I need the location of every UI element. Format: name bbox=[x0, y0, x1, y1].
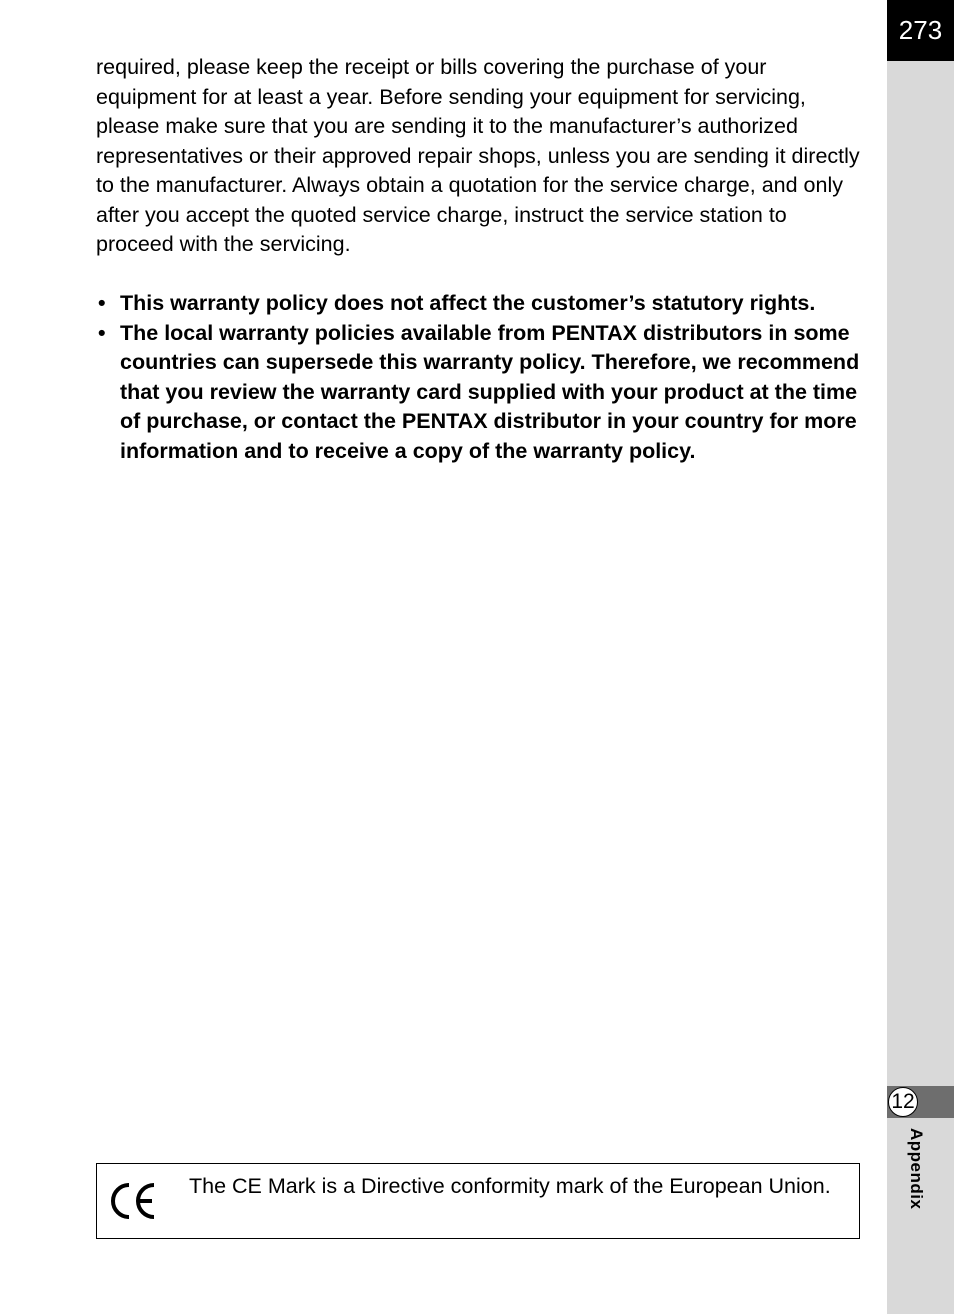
list-item bbox=[96, 319, 866, 467]
ce-notice-text: The CE Mark is a Directive conformity mark of the European Union. bbox=[189, 1174, 831, 1198]
note-text: The local warranty policies available from PENTAX distributors in some countries can supersede this warranty policy. Therefore, we recommend that you review the warranty card supplied with your product at the time of purchase, or contact the PENTAX distributor in your country for more information and to receive a copy of the warranty policy. bbox=[120, 320, 860, 463]
chapter-title: Appendix bbox=[907, 1128, 926, 1210]
warranty-notes bbox=[96, 289, 866, 466]
bullet: • bbox=[98, 291, 106, 315]
list-item bbox=[96, 289, 866, 319]
bullet: • bbox=[98, 320, 106, 345]
page-number: 273 bbox=[887, 0, 954, 61]
body-paragraph: required, please keep the receipt or bills covering the purchase of your equipment for at least a year. Before sending your equipment for servicing, please make sure that you are sending it to the manufacturer’s authorized representatives or their approved repair shops, unless you are sending it directly to the manufacturer. Always obtain a quotation for the service charge, and only after you accept the quoted service charge, instruct the service station to proceed with the servicing. bbox=[96, 55, 860, 256]
ce-mark-icon bbox=[109, 1181, 159, 1221]
chapter-number: 12 bbox=[888, 1087, 918, 1117]
note-text: This warranty policy does not affect the customer’s statutory rights. bbox=[120, 291, 816, 315]
ce-notice-box bbox=[96, 1163, 860, 1239]
